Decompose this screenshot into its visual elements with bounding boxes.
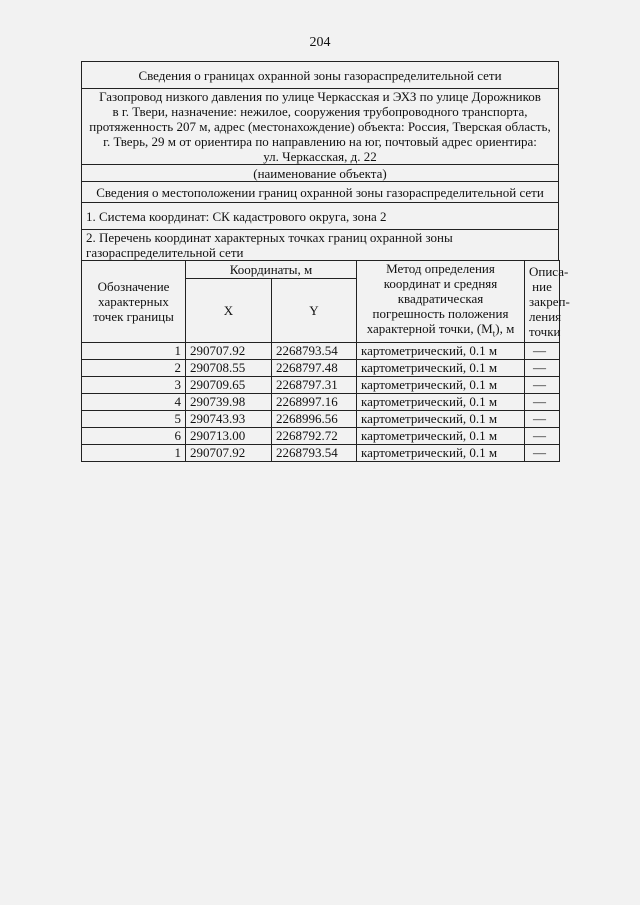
point-number: 6 bbox=[82, 427, 186, 444]
page-number: 204 bbox=[309, 35, 331, 50]
header-y: Y bbox=[272, 279, 357, 342]
x-value: 290713.00 bbox=[186, 427, 272, 444]
x-value: 290739.98 bbox=[186, 393, 272, 410]
header-point bbox=[82, 261, 186, 343]
coordinates-table bbox=[81, 260, 570, 462]
point-number: 1 bbox=[82, 444, 186, 461]
point-number: 1 bbox=[82, 342, 186, 359]
point-number: 5 bbox=[82, 410, 186, 427]
header-coords: Координаты, м bbox=[186, 261, 357, 279]
header-method-line: Метод определения bbox=[386, 261, 495, 276]
object-description-line: г. Тверь, 29 м от ориентира по направлению на юг, почтовый адрес ориентира: bbox=[103, 134, 537, 149]
header-desc-line: ние bbox=[532, 278, 552, 294]
zone-info-table bbox=[81, 61, 559, 261]
desc-value: — bbox=[525, 444, 560, 461]
header-desc-line: закреп- bbox=[529, 293, 570, 309]
header-x: X bbox=[186, 279, 272, 342]
point-number: 3 bbox=[82, 376, 186, 393]
y-value: 2268996.56 bbox=[272, 410, 357, 427]
table-row bbox=[82, 410, 560, 427]
desc-value: — bbox=[525, 376, 560, 393]
table-row bbox=[82, 393, 560, 410]
x-value: 290708.55 bbox=[186, 359, 272, 376]
document-sheet bbox=[81, 61, 570, 462]
table-row bbox=[82, 342, 560, 359]
header-point-line: точек границы bbox=[93, 308, 174, 324]
header-method bbox=[357, 261, 525, 343]
desc-value: — bbox=[525, 342, 560, 359]
table-row bbox=[82, 376, 560, 393]
table-row bbox=[82, 359, 560, 376]
x-value: 290709.65 bbox=[186, 376, 272, 393]
header-method-line: погрешность положения bbox=[372, 306, 509, 321]
coordinates-list-title: 2. Перечень координат характерных точках границ охранной зоны газораспределительной сети bbox=[82, 230, 559, 261]
y-value: 2268797.31 bbox=[272, 376, 357, 393]
point-number: 4 bbox=[82, 393, 186, 410]
x-value: 290707.92 bbox=[186, 444, 272, 461]
y-value: 2268793.54 bbox=[272, 342, 357, 359]
method-value: картометрический, 0.1 м bbox=[357, 427, 525, 444]
header-method-line: координат и средняя bbox=[383, 276, 498, 291]
header-method-subscript: t bbox=[492, 328, 496, 339]
object-description-line: ул. Черкасская, д. 22 bbox=[263, 149, 377, 164]
desc-value: — bbox=[525, 393, 560, 410]
coordinate-system: 1. Система координат: СК кадастрового округа, зона 2 bbox=[82, 203, 559, 230]
location-title: Сведения о местоположении границ охранной зоны газораспределительной сети bbox=[82, 182, 559, 203]
table-row bbox=[82, 444, 560, 461]
desc-value: — bbox=[525, 359, 560, 376]
y-value: 2268797.48 bbox=[272, 359, 357, 376]
y-value: 2268792.72 bbox=[272, 427, 357, 444]
x-value: 290707.92 bbox=[186, 342, 272, 359]
point-number: 2 bbox=[82, 359, 186, 376]
header-method-line bbox=[361, 321, 520, 342]
desc-value: — bbox=[525, 410, 560, 427]
method-value: картометрический, 0.1 м bbox=[357, 410, 525, 427]
header-method-line: квадратическая bbox=[397, 291, 484, 306]
object-description-line: протяженность 207 м, адрес (местонахождение) объекта: Россия, Тверская область, bbox=[89, 119, 551, 134]
object-description-line: Газопровод низкого давления по улице Черкасская и ЭХЗ по улице Дорожников bbox=[99, 89, 541, 104]
y-value: 2268793.54 bbox=[272, 444, 357, 461]
header-desc bbox=[525, 261, 570, 343]
header-desc-line: точки bbox=[529, 323, 561, 339]
object-description bbox=[82, 89, 559, 165]
table-row bbox=[82, 427, 560, 444]
header-desc-line: Описа- bbox=[529, 263, 569, 279]
object-caption: (наименование объекта) bbox=[82, 165, 559, 182]
section-title: Сведения о границах охранной зоны газораспределительной сети bbox=[82, 62, 559, 89]
y-value: 2268997.16 bbox=[272, 393, 357, 410]
method-value: картометрический, 0.1 м bbox=[357, 342, 525, 359]
method-value: картометрический, 0.1 м bbox=[357, 444, 525, 461]
header-method-text: ), м bbox=[495, 321, 515, 336]
method-value: картометрический, 0.1 м bbox=[357, 376, 525, 393]
header-point-line: Обозначение bbox=[97, 278, 170, 294]
desc-value: — bbox=[525, 427, 560, 444]
header-method-text: характерной точки, (М bbox=[366, 321, 493, 336]
header-desc-line: ления bbox=[529, 308, 562, 324]
header-point-line: характерных bbox=[98, 293, 169, 309]
method-value: картометрический, 0.1 м bbox=[357, 393, 525, 410]
method-value: картометрический, 0.1 м bbox=[357, 359, 525, 376]
object-description-line: в г. Твери, назначение: нежилое, сооружения трубопроводного транспорта, bbox=[112, 104, 528, 119]
x-value: 290743.93 bbox=[186, 410, 272, 427]
